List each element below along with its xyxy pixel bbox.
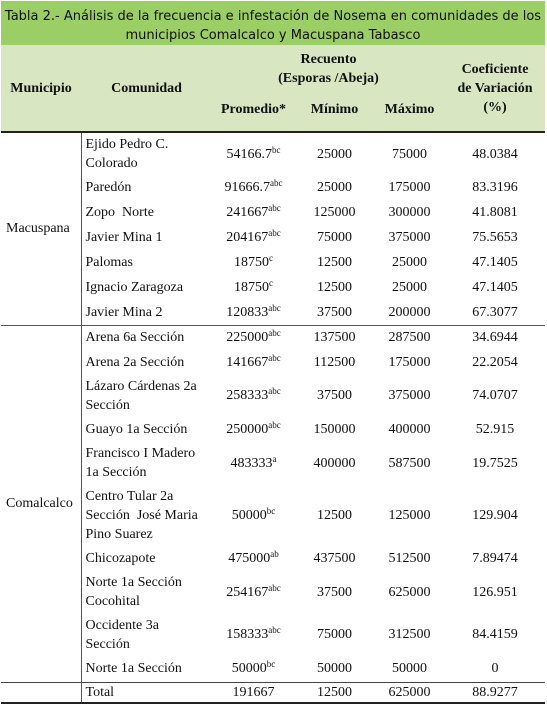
cv-cell: 47.1405: [472, 280, 518, 295]
header-recuento-line-2: (Esporas /Abeja): [278, 71, 379, 86]
cv-cell: 75.5653: [472, 230, 518, 245]
header-maximo: Máximo: [384, 102, 435, 117]
comunidad-cell: Lázaro Cárdenas 2a Sección: [85, 378, 197, 413]
total-label: Total: [81, 682, 212, 703]
promedio-cell: 18750$^c$: [234, 253, 273, 270]
comunidad-cell: Norte 1a Sección Cocohital: [85, 575, 182, 609]
header-recuento-line-1: Recuento: [300, 52, 357, 67]
header-promedio: Promedio*: [220, 102, 287, 117]
comunidad-cell: Francisco I Madero 1a Sección: [85, 446, 196, 480]
header-cv-line-1: Coeficiente: [461, 61, 529, 77]
comunidad-cell: Javier Mina 2: [85, 304, 163, 320]
maximo-cell: 300000: [388, 205, 431, 220]
promedio-cell: $258333^{abc}$: [226, 386, 281, 403]
total-group: [1, 682, 545, 703]
comunidad-cell: Arena 2a Sección: [85, 354, 185, 370]
comunidad-cell: Arena 6a Sección: [81, 325, 212, 350]
minimo-cell: 400000: [313, 455, 356, 471]
header-coeficiente: [445, 45, 545, 132]
cv-cell: 126.951: [472, 584, 518, 600]
table-row: [1, 132, 545, 175]
comunidad-cell: Zopo Norte: [85, 205, 154, 220]
table-row: [1, 484, 545, 546]
table-row: [1, 656, 545, 682]
table-row: [1, 613, 545, 656]
cv-cell: 7.89474: [472, 551, 518, 566]
table-row: [1, 350, 545, 374]
total-maximo: 625000: [374, 682, 445, 703]
municipio-comalcalco: Comalcalco: [1, 325, 81, 682]
comunidad-cell: Palomas: [85, 255, 133, 270]
cv-cell: 129.904: [472, 507, 518, 523]
cv-cell: 41.8081: [472, 205, 518, 220]
minimo-cell: 50000: [317, 661, 352, 677]
header-comunidad: Comunidad: [111, 80, 182, 96]
total-promedio: 191667: [212, 682, 295, 703]
promedio-cell: $254167^{abc}$: [226, 582, 281, 600]
minimo-cell: 12500: [317, 507, 352, 523]
maximo-cell: 512500: [388, 551, 431, 566]
minimo-cell: 75000: [317, 230, 352, 245]
header-recuento: [212, 45, 445, 88]
maximo-cell: 25000: [392, 255, 427, 270]
header-row-1: [1, 45, 545, 88]
promedio-cell: 18750$^c$: [234, 278, 273, 295]
cv-cell: 74.0707: [472, 388, 518, 403]
promedio-cell: 91666.7$^{abc}$: [224, 178, 283, 195]
table-row: [1, 442, 545, 484]
minimo-cell: 12500: [317, 280, 352, 295]
total-municipio-cell: [1, 682, 81, 703]
promedio-cell: $141667^{abc}$: [226, 352, 281, 370]
maximo-cell: 312500: [388, 627, 431, 642]
promedio-cell: 54166.7$^{bc}$: [212, 132, 295, 175]
table-row: [1, 225, 545, 250]
minimo-cell: 12500: [317, 255, 352, 270]
table-row: [1, 417, 545, 442]
cv-cell: 47.1405: [472, 255, 518, 270]
promedio-cell: $241667^{abc}$: [226, 203, 281, 220]
promedio-cell: 483333$^a$: [230, 453, 277, 471]
caption-line-1: Tabla 2.- Análisis de la frecuencia e infestación de Nosema en comunidades de los: [4, 9, 542, 24]
maximo-cell: 175000: [388, 354, 431, 370]
promedio-cell: $225000^{abc}$: [212, 325, 295, 350]
table-caption: [1, 1, 545, 45]
promedio-cell: $120833^{abc}$: [226, 302, 281, 320]
promedio-cell: $158333^{abc}$: [226, 625, 281, 642]
municipio-macuspana: Macuspana: [1, 132, 81, 325]
total-row: [1, 682, 545, 703]
minimo-cell: 125000: [313, 205, 356, 220]
maximo-cell: 375000: [388, 388, 431, 403]
cv-cell: 22.2054: [472, 354, 518, 370]
promedio-cell: $50000^{bc}$: [231, 659, 276, 677]
data-table: [1, 45, 545, 704]
maximo-cell: 587500: [388, 455, 431, 471]
promedio-cell: $475000^{ab}$: [228, 549, 279, 566]
cv-cell: 48.0384: [445, 132, 545, 175]
cv-cell: 52.915: [475, 422, 515, 437]
maximo-cell: 25000: [392, 280, 427, 295]
header-municipio: Municipio: [10, 80, 72, 96]
maximo-cell: 625000: [388, 584, 431, 600]
table-header: [1, 45, 545, 132]
comunidad-cell: Norte 1a Sección: [85, 661, 182, 677]
comunidad-cell: Ignacio Zaragoza: [85, 280, 184, 295]
minimo-cell: 137500: [295, 325, 374, 350]
minimo-cell: 150000: [313, 422, 356, 437]
minimo-cell: 37500: [317, 304, 352, 320]
table-row: [1, 275, 545, 300]
maximo-cell: 400000: [388, 422, 431, 437]
cv-cell: 83.3196: [472, 180, 518, 195]
promedio-cell: $50000^{bc}$: [231, 505, 276, 523]
table-row: [1, 546, 545, 571]
table-row: [1, 300, 545, 325]
table-row: [1, 175, 545, 200]
comunidad-cell: Centro Tular 2a Sección José Maria Pino Suarez: [85, 488, 198, 542]
maximo-cell: 200000: [388, 304, 431, 320]
maximo-cell: 125000: [388, 507, 431, 523]
cv-cell: 19.7525: [472, 455, 518, 471]
table-row: [1, 200, 545, 225]
maximo-cell: 287500: [374, 325, 445, 350]
header-cv-line-3: (%): [483, 99, 507, 115]
cv-cell: 67.3077: [472, 304, 518, 320]
cv-cell: 0: [491, 661, 499, 677]
table-row: [1, 374, 545, 417]
promedio-cell: $204167^{abc}$: [226, 228, 281, 245]
maximo-cell: 175000: [388, 180, 431, 195]
minimo-cell: 25000: [295, 132, 374, 175]
total-minimo: 12500: [295, 682, 374, 703]
minimo-cell: 25000: [317, 180, 352, 195]
minimo-cell: 37500: [317, 584, 352, 600]
comunidad-cell: Paredón: [85, 180, 132, 195]
maximo-cell: 75000: [374, 132, 445, 175]
minimo-cell: 37500: [317, 388, 352, 403]
maximo-cell: 375000: [388, 230, 431, 245]
comunidad-cell: Guayo 1a Sección: [85, 422, 188, 437]
comunidad-cell: Ejido Pedro C. Colorado: [81, 132, 212, 175]
minimo-cell: 75000: [317, 627, 352, 642]
comalcalco-group: [1, 325, 545, 682]
promedio-cell: $250000^{abc}$: [226, 420, 281, 437]
comunidad-cell: Occidente 3a Sección: [85, 617, 159, 652]
table-row: [1, 325, 545, 350]
maximo-cell: 50000: [392, 661, 427, 677]
table-row: [1, 250, 545, 275]
comunidad-cell: Javier Mina 1: [85, 230, 163, 245]
total-cv: 88.9277: [445, 682, 545, 703]
cv-cell: 34.6944: [445, 325, 545, 350]
caption-line-2: municipios Comalcalco y Macuspana Tabasco: [125, 28, 421, 43]
comunidad-cell: Chicozapote: [85, 551, 156, 566]
minimo-cell: 112500: [313, 354, 356, 370]
table-row: [1, 571, 545, 613]
header-cv-line-2: de Variación: [457, 80, 533, 96]
cv-cell: 84.4159: [472, 627, 518, 642]
header-minimo: Mínimo: [310, 102, 359, 117]
minimo-cell: 437500: [313, 551, 356, 566]
macuspana-group: [1, 132, 545, 325]
